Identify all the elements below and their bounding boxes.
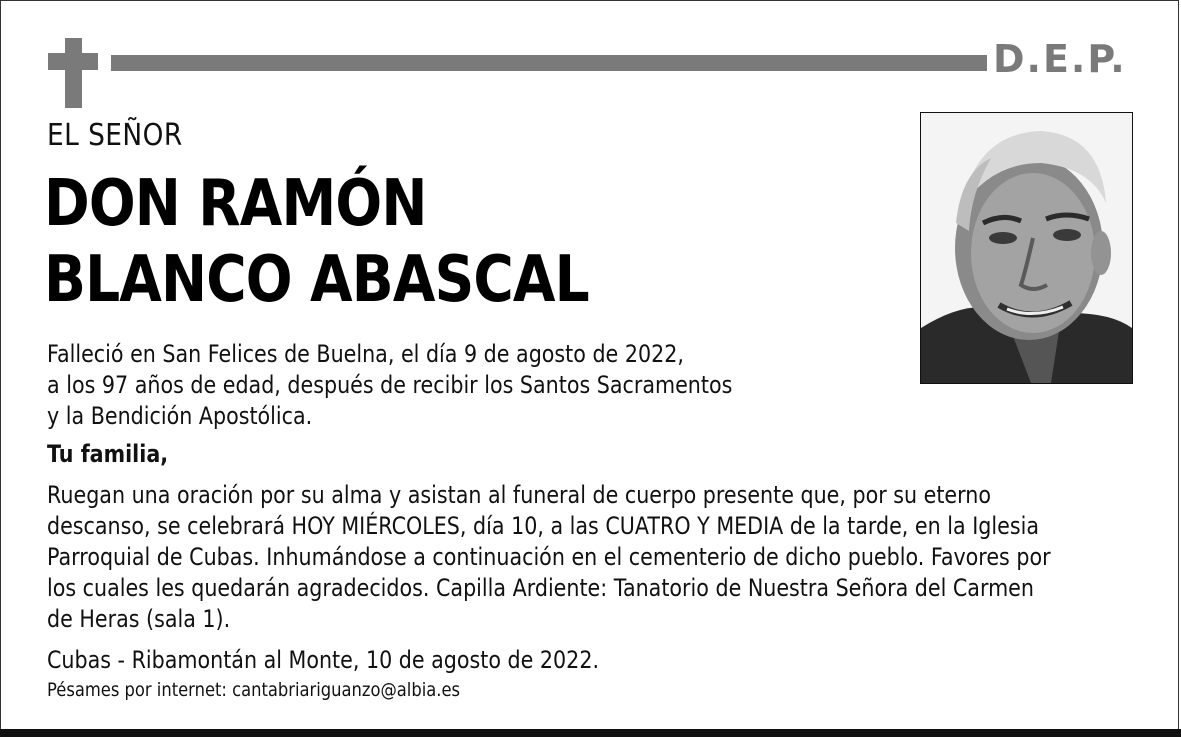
place-date: Cubas - Ribamontán al Monte, 10 de agosto de 2022. — [47, 646, 600, 674]
deceased-name — [44, 166, 589, 318]
funeral-text-line: los cuales les quedarán agradecidos. Capilla Ardiente: Tanatorio de Nuestra Señora del Carmen — [47, 574, 1034, 602]
dep-label: D.E.P. — [993, 37, 1127, 81]
funeral-text-line: descanso, se celebrará HOY MIÉRCOLES, día 10, a las CUATRO Y MEDIA de la tarde, en la Iglesia — [47, 512, 1039, 540]
header-rule — [111, 55, 987, 71]
name-line-1: DON RAMÓN — [44, 167, 427, 241]
portrait-photo — [920, 112, 1133, 384]
death-notice — [47, 339, 732, 432]
funeral-text — [47, 480, 1051, 635]
condolences-email: Pésames por internet: cantabriariguanzo@albia.es — [47, 679, 461, 701]
death-notice-line: a los 97 años de edad, después de recibir los Santos Sacramentos — [47, 371, 733, 399]
death-notice-line: Falleció en San Felices de Buelna, el día 9 de agosto de 2022, — [47, 340, 684, 368]
family-label: Tu familia, — [47, 440, 169, 468]
cross-icon — [48, 38, 98, 108]
funeral-text-line: Ruegan una oración por su alma y asistan al funeral de cuerpo presente que, por su eterno — [47, 481, 991, 509]
portrait-image — [921, 113, 1132, 383]
bottom-border-bar — [0, 729, 1181, 737]
funeral-text-line: Parroquial de Cubas. Inhumándose a continuación en el cementerio de dicho pueblo. Favores por — [47, 543, 1051, 571]
funeral-text-line: de Heras (sala 1). — [47, 605, 231, 633]
death-notice-line: y la Bendición Apostólica. — [47, 402, 313, 430]
honorific: EL SEÑOR — [47, 118, 183, 153]
name-line-2: BLANCO ABASCAL — [44, 243, 589, 317]
